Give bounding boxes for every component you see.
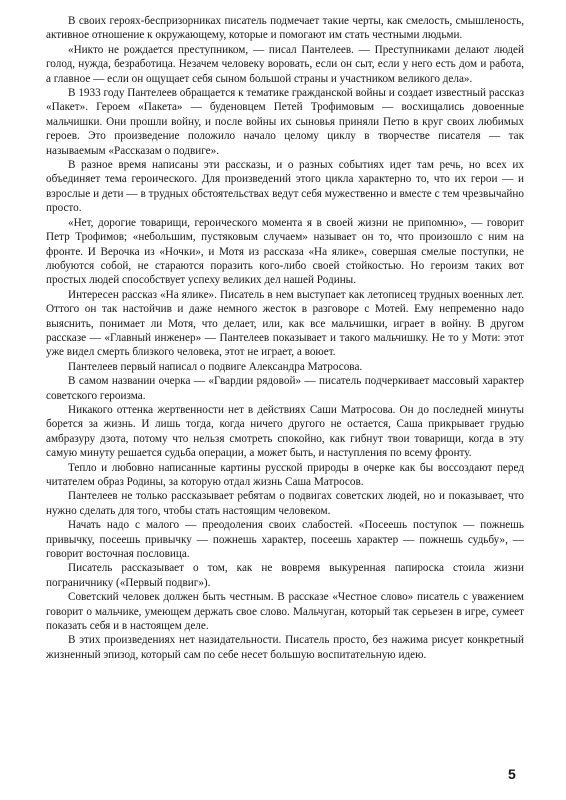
- page-number: 5: [508, 766, 516, 782]
- paragraph: В 1933 году Пантелеев обращается к тематике гражданской войны и создает известный рассказ «Пакет». Героем «Пакета» — буденовцем Петей Трофимовым — восхищались довоенные мальчишки. Они прошли войну, и после войны их сыновья приняли Петю в круг своих любимых героев. Это произведение положило начало целому циклу в творчестве писателя — так называемым «Рассказам о подвиге».: [46, 87, 524, 157]
- paragraph: Тепло и любовно написанные картины русской природы в очерке как бы воссоздают перед читателем образ Родины, за которую отдал жизнь Саша Матросов.: [46, 461, 524, 488]
- paragraph: Начать надо с малого — преодоления своих слабостей. «Посеешь поступок — пожнешь привычку, посеешь привычку — пожнешь характер, посеешь характер — пожнешь судьбу», — говорит восточная пословица.: [46, 519, 524, 561]
- paragraph: Пантелеев не только рассказывает ребятам о подвигах советских людей, но и показывает, что нужно сделать для того, чтобы стать настоящим человеком.: [46, 490, 524, 517]
- paragraph: В своих героях-беспризорниках писатель подмечает такие черты, как смелость, смышленость, активное отношение к окружающему, которые и помогают им стать честными людьми.: [46, 15, 524, 42]
- paragraph: В самом названии очерка — «Гвардии рядовой» — писатель подчеркивает массовый характер советского героизма.: [46, 375, 524, 402]
- paragraph: Интересен рассказ «На ялике». Писатель в нем выступает как летописец трудных военных лет. Оттого он так настойчив и даже немного жесток в разговоре с Мотей. Ему непременно надо выяснить, понимает ли Мотя, что делает, или, как все мальчишки, играет в войну. В другом рассказе — «Главный инженер» — Пантелеев показывает и такого мальчишку. Не то у Моти: этот уже видел смерть близкого человека, этот не играет, а воюет.: [46, 288, 524, 359]
- paragraph: Советский человек должен быть честным. В рассказе «Честное слово» писатель с уважением говорит о мальчике, умеющем держать свое слово. Мальчуган, который так серьезен в игре, сумеет показать себя и в настоящем деле.: [46, 591, 524, 633]
- paragraph: Никакого оттенка жертвенности нет в действиях Саши Матросова. Он до последней минуты борется за жизнь. И лишь тогда, когда ничего другого не остается, Саша прикрывает грудью амбразуру дзота, потому что нельзя смотреть спокойно, как гибнут твои товарищи, когда в эту самую минуту решается судьба операции, а может быть, и наступления по всему фронту.: [46, 403, 524, 460]
- paragraph: Писатель рассказывает о том, как не вовремя выкуренная папироска стоила жизни пограничнику («Первый подвиг»).: [46, 562, 524, 589]
- paragraph: «Нет, дорогие товарищи, героического момента я в своей жизни не припомню», — говорит Петр Трофимов; «небольшим, пустяковым случаем» называет он то, что произошло с ним на фронте. И Верочка из «Ночки», и Мотя из рассказа «На ялике», совершая смелые поступки, не любуются собой, не стараются поразить кого-либо своей стойкостью. Но героизм таких вот простых людей способствует успеху великих дел нашей Родины.: [46, 216, 524, 287]
- paragraph: В этих произведениях нет назидательности. Писатель просто, без нажима рисует конкретный жизненный эпизод, который сам по себе несет большую воспитательную идею.: [46, 634, 524, 661]
- paragraph: Пантелеев первый написал о подвиге Александра Матросова.: [68, 360, 363, 373]
- body-text: [46, 14, 524, 662]
- paragraph: В разное время написаны эти рассказы, и о разных событиях идет там речь, но всех их объединяет тема героического. Для произведений этого цикла характерно то, что их герои — и взрослые и дети — в трудных обстоятельствах ведут себя мужественно и вместе с тем чрезвычайно просто.: [46, 159, 524, 215]
- paragraph: «Никто не рождается преступником, — писал Пантелеев. — Преступниками делают людей голод, нужда, безработица. Незачем человеку воровать, если он сыт, если у него есть дом и работа, а главное — если он ощущает себя сыном большой страны и участником великого дела».: [46, 43, 524, 85]
